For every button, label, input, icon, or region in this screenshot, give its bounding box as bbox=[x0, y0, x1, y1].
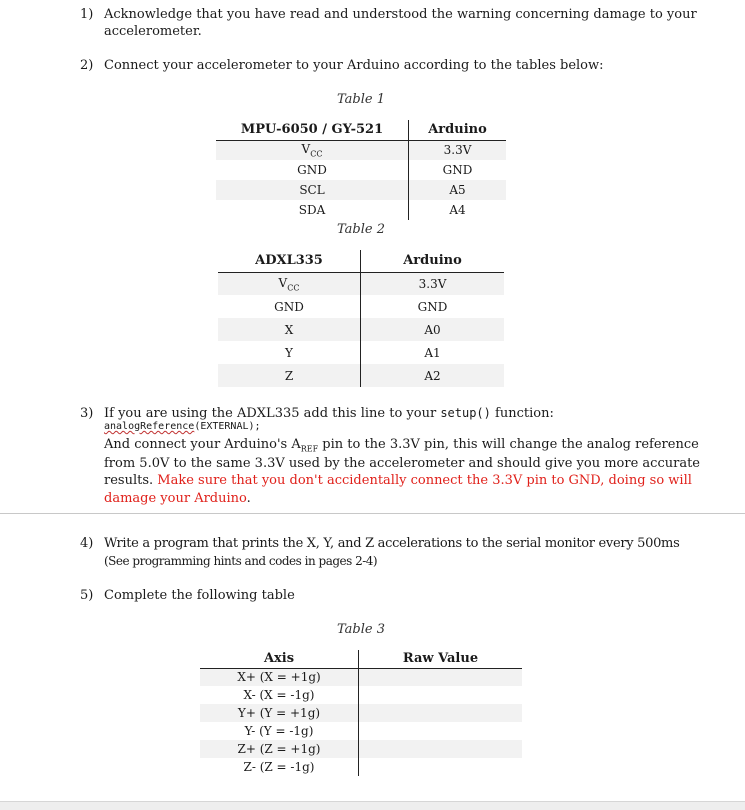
setup-code: setup() bbox=[440, 406, 491, 420]
table-3-cell: Y- (Y = -1g) bbox=[200, 722, 359, 740]
table-1 bbox=[216, 120, 506, 220]
table-3-header-row bbox=[200, 650, 522, 668]
table-row bbox=[216, 140, 506, 160]
step-3-line5-a: results. bbox=[104, 473, 158, 488]
table-2-header-adxl: ADXL335 bbox=[218, 250, 361, 272]
table-1-caption: Table 1 bbox=[337, 92, 385, 107]
step-3-line3-b: pin to the 3.3V pin, this will change the analog reference bbox=[318, 437, 699, 452]
step-3-line6-end: . bbox=[246, 491, 251, 506]
table-1-cell: A4 bbox=[449, 203, 466, 217]
table-row bbox=[200, 686, 522, 704]
vcc-subscript: CC bbox=[310, 149, 323, 159]
table-2 bbox=[218, 250, 504, 387]
raw-value-cell bbox=[359, 758, 523, 776]
vcc-label: V bbox=[301, 142, 311, 157]
table-1-header-row bbox=[216, 120, 506, 140]
table-3-caption: Table 3 bbox=[337, 622, 385, 637]
raw-value-cell bbox=[359, 686, 523, 704]
step-2-number: 2) bbox=[80, 58, 94, 73]
table-1-cell: SCL bbox=[216, 180, 409, 200]
table-2-cell: Y bbox=[218, 341, 361, 364]
table-2-caption: Table 2 bbox=[337, 222, 385, 237]
table-2-header-arduino: Arduino bbox=[361, 250, 505, 272]
step-1-text-line1: Acknowledge that you have read and understood the warning concerning damage to your bbox=[104, 7, 697, 22]
table-row bbox=[200, 668, 522, 686]
table-2-cell: 3.3V bbox=[361, 272, 505, 295]
table-row bbox=[200, 722, 522, 740]
table-1-header-arduino: Arduino bbox=[409, 120, 507, 140]
aref-subscript: REF bbox=[300, 444, 319, 454]
table-3-cell: X+ (X = +1g) bbox=[200, 668, 359, 686]
table-3-header-axis: Axis bbox=[200, 650, 359, 668]
step-5-text: Complete the following table bbox=[104, 588, 295, 603]
table-row bbox=[200, 758, 522, 776]
step-1-text-line2: accelerometer. bbox=[104, 24, 202, 39]
table-3-cell: Z+ (Z = +1g) bbox=[200, 740, 359, 758]
step-2 bbox=[80, 57, 720, 75]
analog-reference-code bbox=[104, 420, 261, 434]
raw-value-cell bbox=[359, 740, 523, 758]
table-row bbox=[200, 704, 522, 722]
warning-text: Make sure that you don't accidentally connect the 3.3V pin to GND, doing so will bbox=[157, 473, 692, 488]
table-row bbox=[200, 740, 522, 758]
step-4 bbox=[80, 535, 720, 571]
table-3-cell: Y+ (Y = +1g) bbox=[200, 704, 359, 722]
step-1-number: 1) bbox=[80, 7, 94, 22]
step-3-number: 3) bbox=[80, 406, 94, 421]
table-row bbox=[218, 341, 504, 364]
table-1-cell: 3.3V bbox=[409, 140, 507, 160]
table-row bbox=[216, 200, 506, 220]
table-row bbox=[218, 364, 504, 387]
table-3-cell: X- (X = -1g) bbox=[200, 686, 359, 704]
step-3-line3-a: And connect your Arduino's A bbox=[104, 437, 301, 452]
step-4-number: 4) bbox=[80, 536, 94, 551]
table-2-cell bbox=[218, 272, 361, 295]
table-2-cell: GND bbox=[218, 295, 361, 318]
code-function: analogReference bbox=[104, 421, 195, 432]
step-3-line1-a: If you are using the ADXL335 add this line to your bbox=[104, 406, 441, 421]
code-arg: (EXTERNAL); bbox=[194, 421, 261, 432]
vcc-subscript: CC bbox=[287, 282, 300, 292]
table-row bbox=[218, 272, 504, 295]
step-2-text: Connect your accelerometer to your Arduino according to the tables below: bbox=[104, 58, 604, 73]
step-4-line2: (See programming hints and codes in pages 2-4) bbox=[104, 554, 378, 568]
step-1 bbox=[80, 6, 720, 42]
table-1-cell: A5 bbox=[409, 180, 507, 200]
table-2-cell: A0 bbox=[361, 318, 505, 341]
step-4-line1: Write a program that prints the X, Y, and Z accelerations to the serial monitor every 500ms bbox=[104, 536, 680, 551]
step-3-line6 bbox=[104, 490, 251, 507]
table-2-cell: X bbox=[218, 318, 361, 341]
raw-value-cell bbox=[359, 722, 523, 740]
table-3-cell: Z- (Z = -1g) bbox=[200, 758, 359, 776]
table-1-cell: SDA bbox=[216, 200, 409, 220]
page-separator bbox=[0, 513, 745, 514]
table-2-cell: GND bbox=[417, 299, 448, 314]
step-5-number: 5) bbox=[80, 588, 94, 603]
step-5 bbox=[80, 587, 720, 605]
raw-value-cell bbox=[359, 668, 523, 686]
table-3-header-raw-value: Raw Value bbox=[359, 650, 523, 668]
warning-text-end: damage your Arduino bbox=[104, 491, 247, 506]
raw-value-cell bbox=[359, 704, 523, 722]
table-1-cell: GND bbox=[216, 160, 409, 180]
vcc-label: V bbox=[278, 275, 288, 290]
table-1-cell bbox=[216, 140, 409, 160]
step-3-line5 bbox=[104, 472, 692, 489]
table-3 bbox=[200, 650, 522, 776]
table-2-cell: A1 bbox=[424, 345, 441, 360]
table-2-cell: A2 bbox=[361, 364, 505, 387]
table-row bbox=[216, 180, 506, 200]
step-3 bbox=[80, 405, 720, 509]
table-2-cell: Z bbox=[218, 364, 361, 387]
table-1-cell: GND bbox=[442, 163, 473, 177]
step-3-line4: from 5.0V to the same 3.3V used by the accelerometer and should give you more accurate bbox=[104, 456, 700, 471]
table-row bbox=[218, 318, 504, 341]
table-2-header-row bbox=[218, 250, 504, 272]
table-1-header-mpu: MPU-6050 / GY-521 bbox=[216, 120, 409, 140]
table-row bbox=[216, 160, 506, 180]
step-3-line1-b: function: bbox=[490, 406, 554, 421]
table-row bbox=[218, 295, 504, 318]
